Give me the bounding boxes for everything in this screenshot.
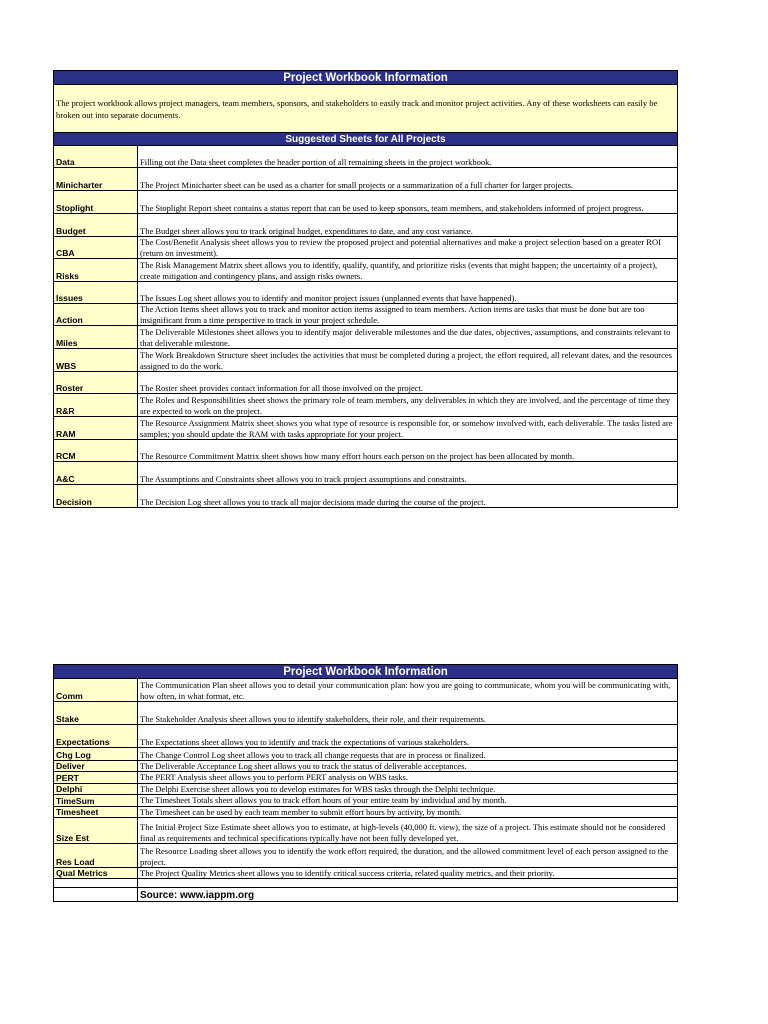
workbook-table-2 <box>53 664 678 902</box>
table-row <box>54 772 678 783</box>
sheet-name: Comm <box>54 679 138 702</box>
table-row <box>54 783 678 794</box>
sheet-name: Deliver <box>54 761 138 772</box>
sheet-name: Stoplight <box>54 191 138 214</box>
sheet-description: The Project Quality Metrics sheet allows you to identify critical success criteria, related quality metrics, and their priority. <box>138 868 678 879</box>
sheet-name: Res Load <box>54 844 138 868</box>
sheet-name: A&C <box>54 462 138 485</box>
table-row <box>54 282 678 304</box>
sheet-name: Chg Log <box>54 748 138 761</box>
sheet-name: Minicharter <box>54 168 138 191</box>
sheet-name: TimeSum <box>54 795 138 806</box>
table-row <box>54 679 678 702</box>
sheet-name: Budget <box>54 214 138 237</box>
sheet-description: The Project Minicharter sheet can be used as a charter for small projects or a summarization of a full charter for larger projects. <box>138 168 678 191</box>
table-row <box>54 304 678 326</box>
table-row <box>54 191 678 214</box>
sheet-description: The Risk Management Matrix sheet allows you to identify, qualify, quantify, and prioritize risks (events that might happen; the uncertainty of a project), create mitigation and contingency plans, and assign risks owners. <box>138 259 678 282</box>
table-row <box>54 868 678 879</box>
sheet-description: The Change Control Log sheet allows you to track all change requests that are in process or finalized. <box>138 748 678 761</box>
sheet-description: The Stoplight Report sheet contains a status report that can be used to keep sponsors, team members, and stakeholders informed of project progress. <box>138 191 678 214</box>
sheet-name: WBS <box>54 349 138 372</box>
table-row <box>54 326 678 349</box>
table-row <box>54 844 678 868</box>
table-row <box>54 462 678 485</box>
sheet-description: The Stakeholder Analysis sheet allows you to identify stakeholders, their role, and their requirements. <box>138 702 678 725</box>
sheet-name: Qual Metrics <box>54 868 138 879</box>
sheet-name: Miles <box>54 326 138 349</box>
sheet-name: Stake <box>54 702 138 725</box>
source-text: Source: www.iappm.org <box>138 888 678 902</box>
sheet-description: The Deliverable Milestones sheet allows you to identify major deliverable milestones and the due dates, objectives, assumptions, and constraints relevant to that deliverable milestone. <box>138 326 678 349</box>
sheet-description: The PERT Analysis sheet allows you to perform PERT analysis on WBS tasks. <box>138 772 678 783</box>
sheet-name: Size Est <box>54 818 138 844</box>
table-row <box>54 818 678 844</box>
sheet-description: The Issues Log sheet allows you to identify and monitor project issues (unplanned events that have happened). <box>138 282 678 304</box>
sheet-name: Roster <box>54 372 138 394</box>
sheet-name: Risks <box>54 259 138 282</box>
spacer-cell <box>54 879 138 888</box>
source-blank-cell <box>54 888 138 902</box>
sheet-name: Data <box>54 146 138 168</box>
sheet-name: CBA <box>54 237 138 259</box>
table-row <box>54 795 678 806</box>
sheet-description: The Action Items sheet allows you to track and monitor action items assigned to team members. Action items are tasks that must be done but are too insignificant from a time perspective to track in your project schedule. <box>138 304 678 326</box>
sheet-description: The Decision Log sheet allows you to track all major decisions made during the course of the project. <box>138 485 678 508</box>
section-title: Project Workbook Information <box>54 71 678 85</box>
table-row <box>54 349 678 372</box>
sheet-description: The Timesheet Totals sheet allows you to track effort hours of your entire team by individual and by month. <box>138 795 678 806</box>
sheet-name: RCM <box>54 440 138 462</box>
sheet-name: Issues <box>54 282 138 304</box>
workbook-table-1 <box>53 70 678 508</box>
sheet-description: Filling out the Data sheet completes the header portion of all remaining sheets in the project workbook. <box>138 146 678 168</box>
section-subtitle: Suggested Sheets for All Projects <box>54 133 678 146</box>
section-title-2: Project Workbook Information <box>54 665 678 679</box>
sheet-description: The Budget sheet allows you to track original budget, expenditures to date, and any cost variance. <box>138 214 678 237</box>
table-row <box>54 761 678 772</box>
sheet-name: PERT <box>54 772 138 783</box>
table-row <box>54 440 678 462</box>
sheet-description: The Deliverable Acceptance Log sheet allows you to track the status of deliverable acceptances. <box>138 761 678 772</box>
table-row <box>54 259 678 282</box>
sheet-name: Decision <box>54 485 138 508</box>
table-row <box>54 806 678 817</box>
table-row <box>54 417 678 440</box>
sheet-description: The Timesheet can be used by each team member to submit effort hours by activity, by month. <box>138 806 678 817</box>
table-row <box>54 702 678 725</box>
sheet-description: The Initial Project Size Estimate sheet allows you to estimate, at high-levels (40,000 ft. view), the size of a project. This estimate should not be considered final as requirements and technical specifications typically have not been fully developed yet. <box>138 818 678 844</box>
table-row <box>54 237 678 259</box>
sheet-description: The Expectations sheet allows you to identify and track the expectations of various stakeholders. <box>138 725 678 748</box>
intro-text: The project workbook allows project managers, team members, sponsors, and stakeholders to easily track and monitor project activities. Any of these worksheets can easily be broken out into separate documents. <box>54 85 678 133</box>
spacer-cell <box>138 879 678 888</box>
sheet-description: The Roster sheet provides contact information for all those involved on the project. <box>138 372 678 394</box>
sheet-description: The Delphi Exercise sheet allows you to develop estimates for WBS tasks through the Delphi technique. <box>138 783 678 794</box>
sheet-name: Delphi <box>54 783 138 794</box>
table-row <box>54 146 678 168</box>
sheet-description: The Resource Assignment Matrix sheet shows you what type of resource is responsible for, or somehow involved with, each deliverable. The tasks listed are samples; you should update the RAM with tasks appropriate for your project. <box>138 417 678 440</box>
sheet-description: The Roles and Responsibilities sheet shows the primary role of team members, any deliverables in which they are involved, and the percentage of time they are expected to work on the project. <box>138 394 678 417</box>
sheet-description: The Communication Plan sheet allows you to detail your communication plan: how you are going to communicate, whom you will be communicating with, how often, in what format, etc. <box>138 679 678 702</box>
sheet-name: Action <box>54 304 138 326</box>
sheet-description: The Assumptions and Constraints sheet allows you to track project assumptions and constraints. <box>138 462 678 485</box>
table-row <box>54 372 678 394</box>
table-row <box>54 394 678 417</box>
sheet-name: Expectations <box>54 725 138 748</box>
sheet-name: R&R <box>54 394 138 417</box>
table-row <box>54 168 678 191</box>
table-row <box>54 725 678 748</box>
table-row <box>54 748 678 761</box>
sheet-name: RAM <box>54 417 138 440</box>
sheet-description: The Work Breakdown Structure sheet includes the activities that must be completed during a project, the effort required, all relevant dates, and the resources assigned to do the work. <box>138 349 678 372</box>
sheet-description: The Cost/Benefit Analysis sheet allows you to review the proposed project and potential alternatives and make a project selection based on a greater ROI (return on investment). <box>138 237 678 259</box>
sheet-description: The Resource Loading sheet allows you to identify the work effort required, the duration, and the allowed commitment level of each person assigned to the project. <box>138 844 678 868</box>
table-row <box>54 214 678 237</box>
sheet-name: Timesheet <box>54 806 138 817</box>
sheet-description: The Resource Commitment Matrix sheet shows how many effort hours each person on the project has been allocated by month. <box>138 440 678 462</box>
table-row <box>54 485 678 508</box>
